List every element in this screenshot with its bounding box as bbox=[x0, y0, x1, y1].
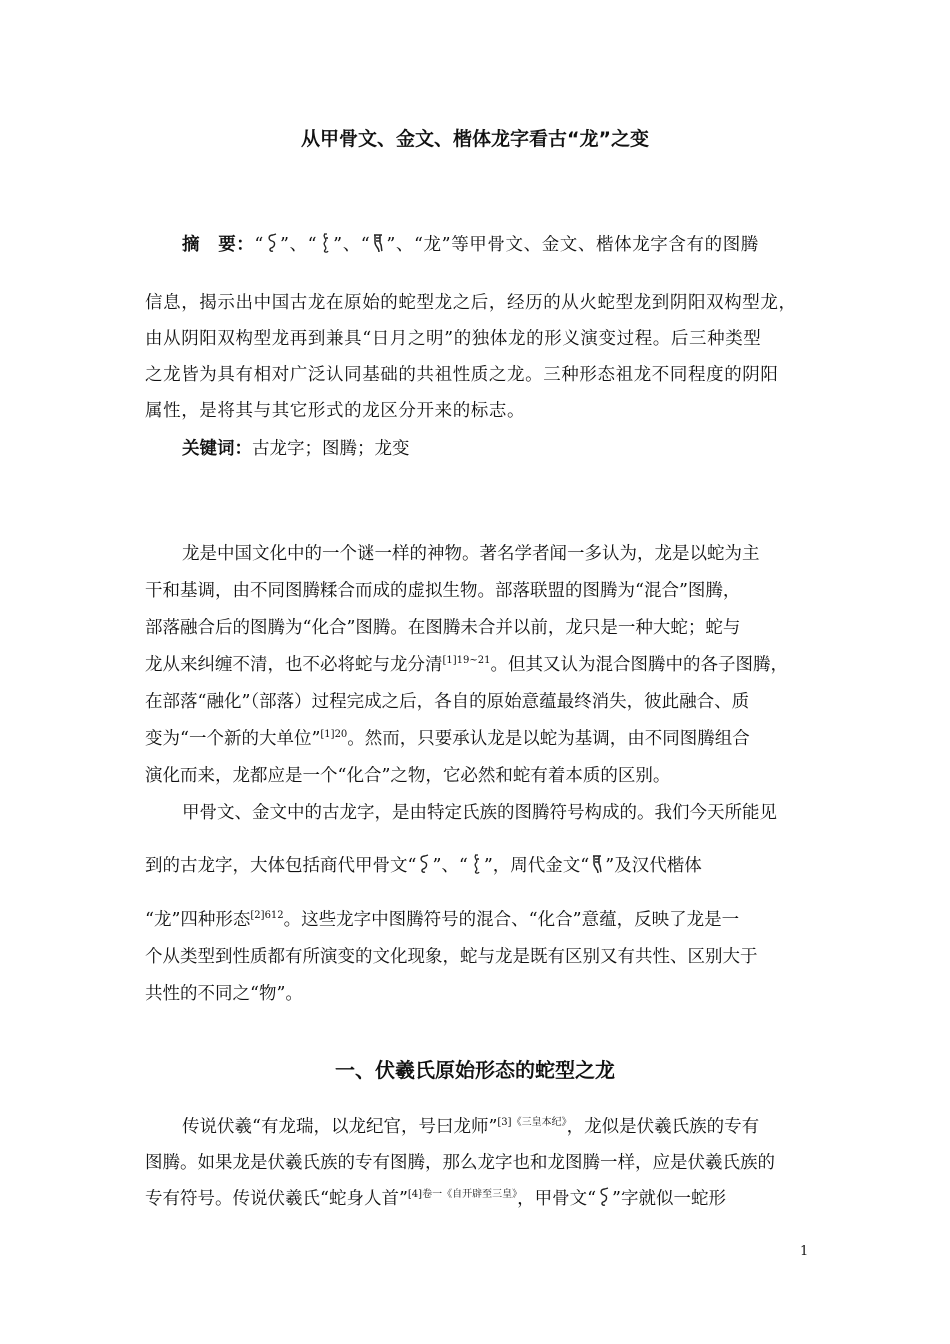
oracle-dragon-glyph-2 bbox=[468, 853, 484, 875]
body-p1-line-1: 龙是中国文化中的一个谜一样的神物。著名学者闻一多认为，龙是以蛇为主 bbox=[182, 544, 760, 564]
section1-line-1: 传说伏羲“有龙瑞，以龙纪官，号曰龙师”$^{[3]《三皇本纪》}$，龙似是伏羲氏族的专有 bbox=[182, 1117, 760, 1137]
body-p1-line-2: 干和基调，由不同图腾糅合而成的虚拟生物。部落联盟的图腾为“混合”图腾， bbox=[145, 581, 741, 601]
citation-1: [1]19~21 bbox=[442, 655, 491, 666]
section1-line-2: 图腾。如果龙是伏羲氏族的专有图腾，那么龙字也和龙图腾一样，应是伏羲氏族的 bbox=[145, 1153, 775, 1173]
citation-2: [1]20 bbox=[320, 729, 348, 740]
oracle-dragon-glyph-1 bbox=[416, 853, 432, 875]
section1-line-3: 专有符号。传说伏羲氏“蛇身人首”$^{[4]卷一《自开辟至三皇》}$，甲骨文“ ”字就似一蛇形 bbox=[145, 1186, 825, 1215]
body-p2-line-3: “龙”四种形态$^{[2]612}$。这些龙字中图腾符号的混合、“化合”意蕴，反映了龙是一 bbox=[145, 910, 740, 930]
abstract-line-2: 信息，揭示出中国古龙在原始的蛇型龙之后，经历的从火蛇型龙到阴阳双构型龙， bbox=[145, 293, 797, 313]
body-p1-line-6: 变为“一个新的大单位”$^{[1]20}$。然而，只要承认龙是以蛇为基调，由不同图腾组合 bbox=[145, 729, 750, 749]
abstract-label: 摘 要： bbox=[182, 235, 255, 255]
abstract-line-5: 属性，是将其与其它形式的龙区分开来的标志。 bbox=[145, 401, 526, 421]
body-p2-line-4: 个从类型到性质都有所演变的文化现象，蛇与龙是既有区别又有共性、区别大于 bbox=[145, 947, 758, 967]
abstract-line-4: 之龙皆为具有相对广泛认同基础的共祖性质之龙。三种形态祖龙不同程度的阴阳 bbox=[145, 365, 779, 385]
body-p1-line-4: 龙从来纠缠不清，也不必将蛇与龙分清$^{[1]19\sim 21}$。但其又认为混合图腾中的各子图腾， bbox=[145, 655, 788, 675]
body-p2-line-5: 共性的不同之“物”。 bbox=[145, 984, 303, 1004]
oracle-dragon-glyph-1 bbox=[264, 232, 280, 254]
body-p2-line-2: 到的古龙字，大体包括商代甲骨文“ ”、“ ”，周代金文“ ”及汉代楷体 bbox=[145, 853, 825, 879]
oracle-dragon-glyph-1 bbox=[596, 1186, 612, 1208]
body-p1-line-7: 演化而来，龙都应是一个“化合”之物，它必然和蛇有着本质的区别。 bbox=[145, 766, 671, 786]
abstract-line-3: 由从阴阳双构型龙再到兼具“日月之明”的独体龙的形义演变过程。后三种类型 bbox=[145, 329, 762, 349]
page-number: 1 bbox=[800, 1244, 809, 1259]
citation-3: [2]612 bbox=[250, 910, 284, 921]
bronze-dragon-glyph bbox=[370, 232, 386, 254]
citation-5: [4]卷一《自开辟至三皇》 bbox=[407, 1189, 518, 1200]
keywords-line bbox=[182, 436, 862, 462]
body-p1-line-5: 在部落“融化”（部落）过程完成之后，各自的原始意蕴最终消失，彼此融合、质 bbox=[145, 692, 750, 712]
section-heading-1: 一、伏羲氏原始形态的蛇型之龙 bbox=[335, 1058, 615, 1082]
body-p2-line-1: 甲骨文、金文中的古龙字，是由特定氏族的图腾符号构成的。我们今天所能见 bbox=[182, 803, 777, 823]
keywords-label: 关键词： bbox=[182, 439, 252, 459]
citation-4: [3]《三皇本纪》 bbox=[497, 1117, 567, 1128]
oracle-dragon-glyph-2 bbox=[317, 232, 333, 254]
abstract-line-1: 摘 要：“ ”、“ ”、“ ”、“龙”等甲骨文、金文、楷体龙字含有的图腾 bbox=[182, 232, 862, 258]
bronze-dragon-glyph bbox=[589, 853, 605, 875]
paper-title: 从甲骨文、金文、楷体龙字看古“龙”之变 bbox=[301, 128, 649, 150]
keywords-text: 古龙字；图腾；龙变 bbox=[252, 439, 410, 459]
body-p1-line-3: 部落融合后的图腾为“化合”图腾。在图腾未合并以前，龙只是一种大蛇；蛇与 bbox=[145, 618, 741, 638]
